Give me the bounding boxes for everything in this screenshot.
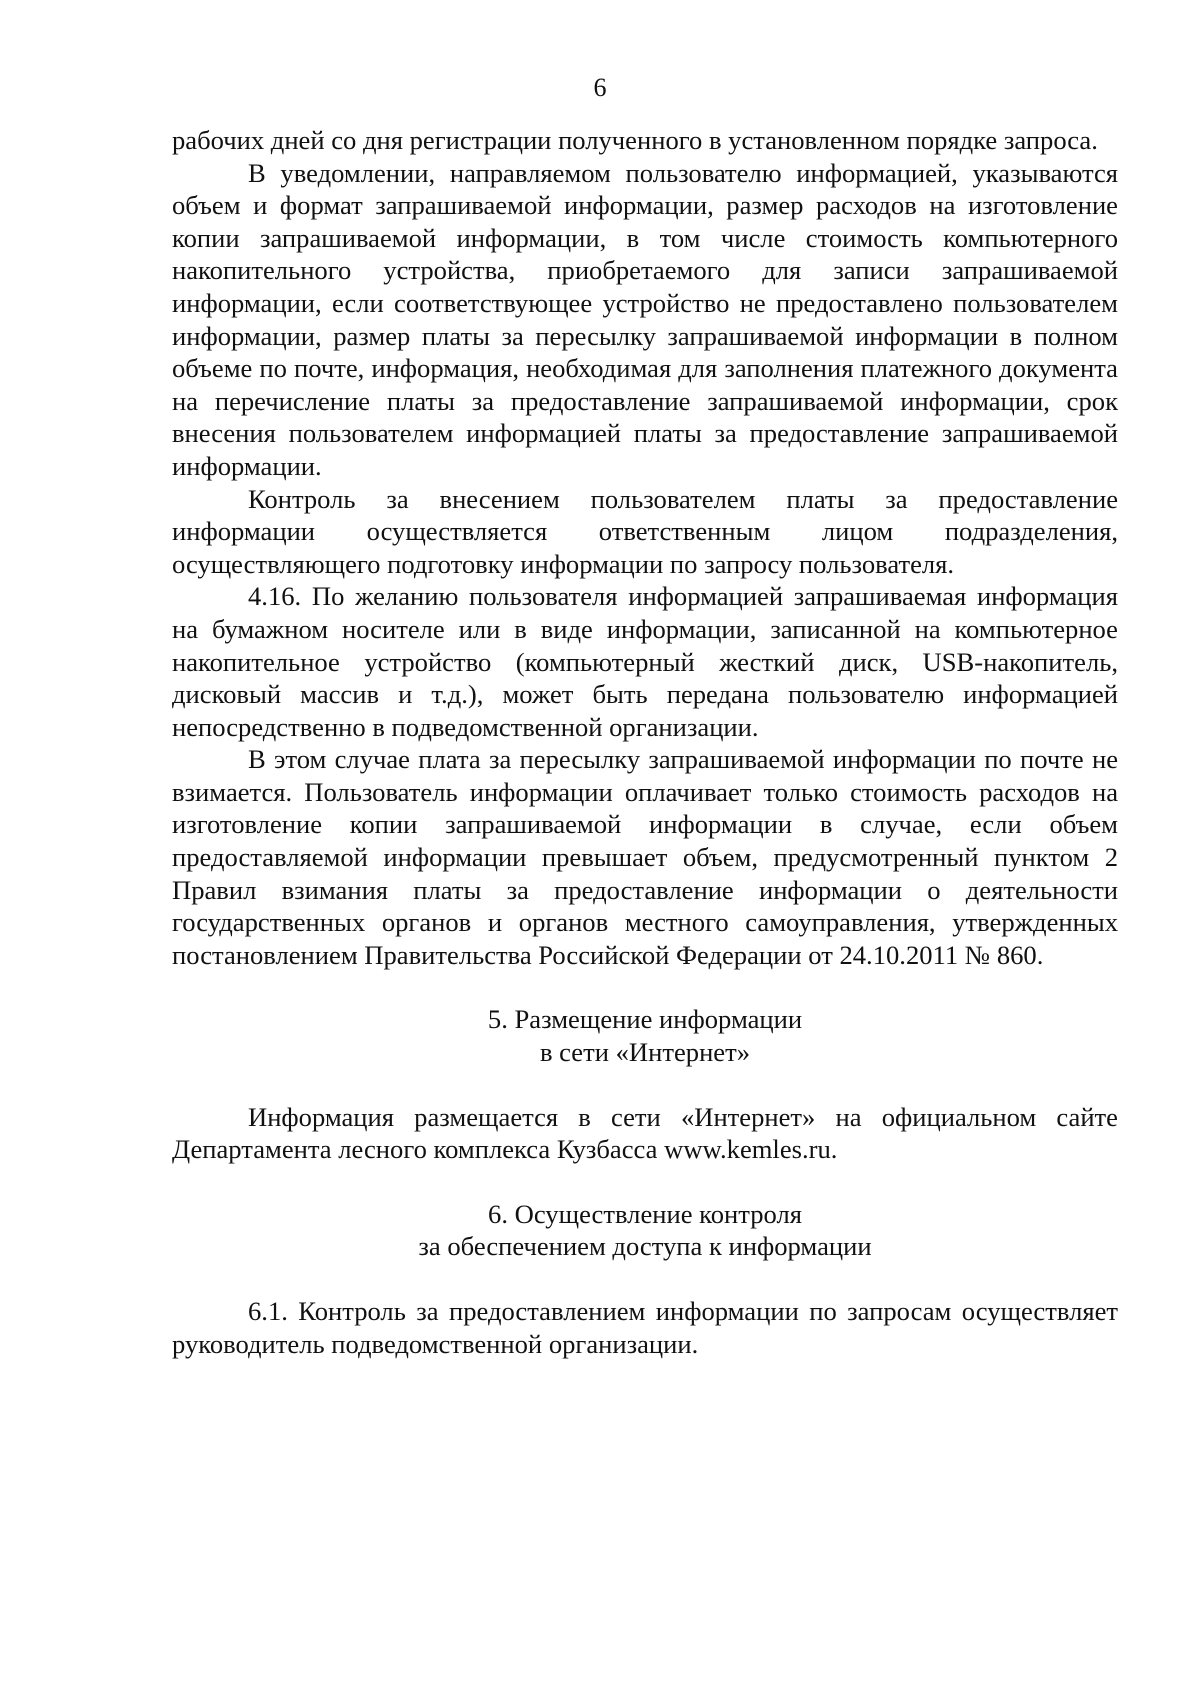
section-6-heading-line2: за обеспечением доступа к информации (418, 1231, 872, 1262)
section-5-text: Информация размещается в сети «Интернет» на официальном сайте Департамента лесного комплекса Кузбасса www.kemles.ru. (172, 1101, 1118, 1165)
paragraph-4-16: 4.16. По желанию пользователя информацией запрашиваемая информация на бумажном носителе или в виде информации, записанной на компьютерное накопительное устройство (компьютерный жесткий диск, USB-накопитель, дисковый массив и т.д.), может быть передана пользователю информацией непосредственно в подведомственной организации. (172, 581, 1118, 742)
section-5-heading-line2: в сети «Интернет» (539, 1037, 751, 1068)
paragraph-postage-fee: В этом случае плата за пересылку запрашиваемой информации по почте не взимается. Пользователь информации оплачивает только стоимость расходов на изготовление копии запрашиваемой информации в случае, если объем предоставляемой информации превышает объем, предусмотренный пунктом 2 Правил взимания платы за предоставление информации о деятельности государственных органов и органов местного самоуправления, утвержденных постановлением Правительства Российской Федерации от 24.10.2011 № 860. (172, 744, 1118, 970)
paragraph-continuation: рабочих дней со дня регистрации полученного в установленном порядке запроса. (172, 125, 1098, 155)
section-6-heading-line1: 6. Осуществление контроля (488, 1198, 802, 1229)
section-5-heading (172, 1003, 1118, 1068)
section-5-heading-line1: 5. Размещение информации (487, 1004, 803, 1035)
document-body (172, 124, 1118, 1360)
paragraph-notification: В уведомлении, направляемом пользователю информацией, указываются объем и формат запрашиваемой информации, размер расходов на изготовление копии запрашиваемой информации, в том числе стоимость компьютерного накопительного устройства, приобретаемого для записи запрашиваемой информации, если соответствующее устройство не предоставлено пользователем информации, размер платы за пересылку запрашиваемой информации в полном объеме по почте, информация, необходимая для заполнения платежного документа на перечисление платы за предоставление запрашиваемой информации, срок внесения пользователем информацией платы за предоставление запрашиваемой информации. (172, 157, 1118, 481)
section-6-text: 6.1. Контроль за предоставлением информации по запросам осуществляет руководитель подведомственной организации. (172, 1296, 1118, 1359)
page-number: 6 (593, 73, 607, 102)
section-6-heading (172, 1198, 1118, 1263)
paragraph-payment-control: Контроль за внесением пользователем платы за предоставление информации осуществляется ответственным лицом подразделения, осуществляющего подготовку информации по запросу пользователя. (172, 483, 1118, 579)
